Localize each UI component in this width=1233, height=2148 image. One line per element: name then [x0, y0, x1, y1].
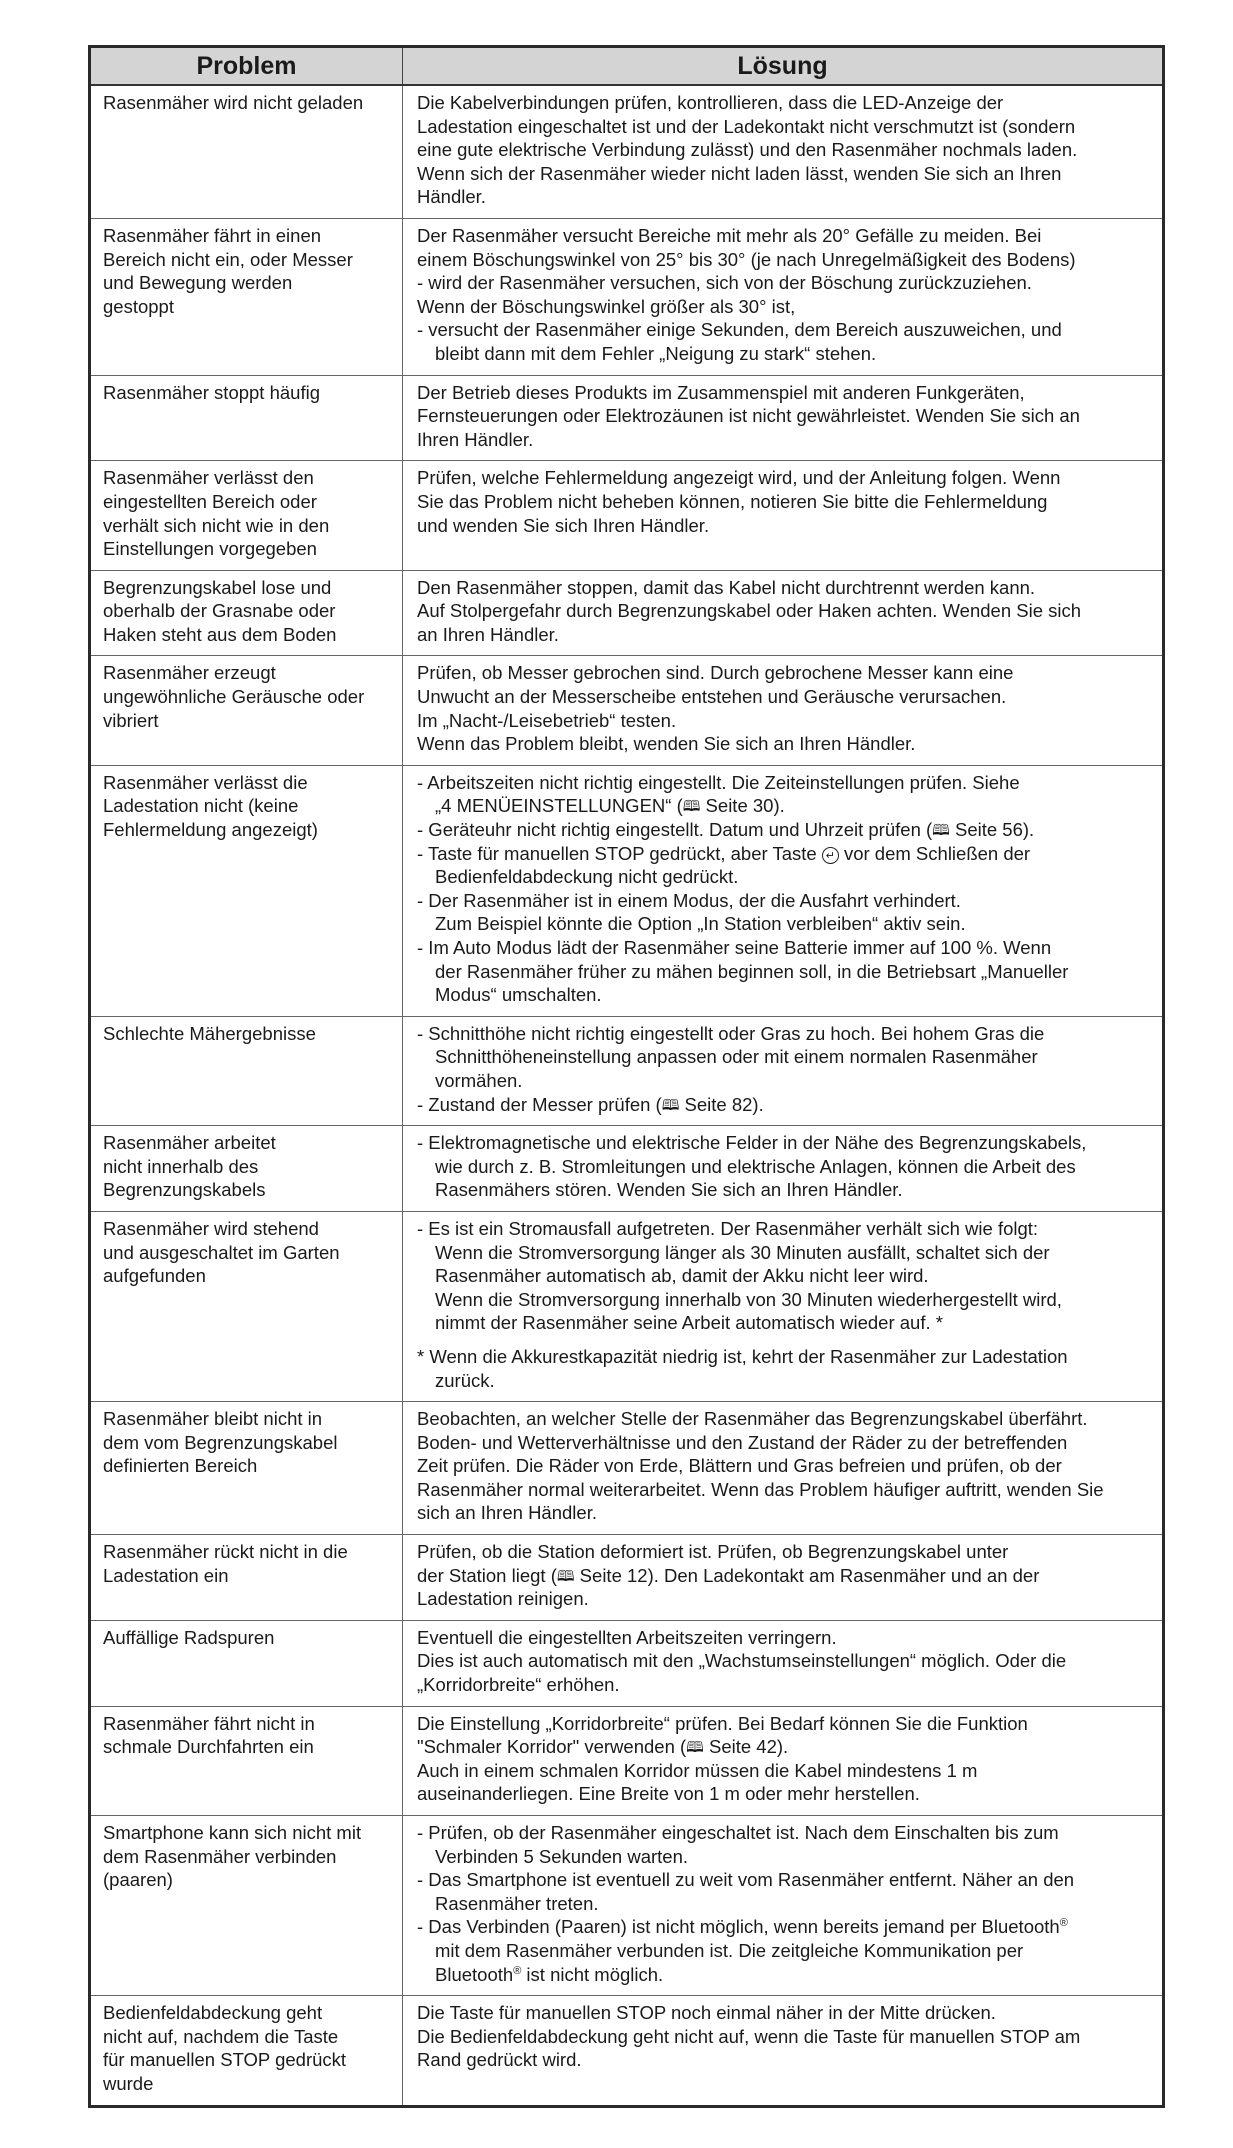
table-row	[90, 1535, 1164, 1621]
solution-text-part: - Zustand der Messer prüfen (	[417, 1093, 662, 1115]
problem-text: und Bewegung werden	[103, 272, 293, 294]
problem-text: Auffällige Radspuren	[103, 1626, 275, 1648]
problem-text: Smartphone kann sich nicht mit	[103, 1822, 362, 1843]
problem-text: Bedienfeldabdeckung geht	[103, 2002, 323, 2024]
solution-text: und wenden Sie sich Ihren Händler.	[417, 514, 710, 536]
problem-cell	[90, 1016, 403, 1125]
problem-text: Rasenmäher rückt nicht in die	[103, 1541, 348, 1563]
problem-cell	[90, 1706, 403, 1815]
solution-text: sich an Ihren Händler.	[417, 1502, 597, 1524]
problem-text: Rasenmäher verlässt die	[103, 771, 308, 793]
problem-cell	[90, 1211, 403, 1401]
problem-text: verhält sich nicht wie in den	[103, 514, 330, 536]
solution-text-part: - Das Verbinden (Paaren) ist nicht möglich, wenn bereits jemand per Bluetooth	[417, 1916, 1060, 1938]
problem-text: Ladestation nicht (keine	[103, 795, 299, 817]
problem-cell	[90, 461, 403, 570]
table-row	[90, 1402, 1164, 1535]
problem-text: nicht auf, nachdem die Taste	[103, 2025, 339, 2047]
problem-header: Problem	[90, 47, 403, 86]
solution-text: bleibt dann mit dem Fehler „Neigung zu stark“ stehen.	[435, 342, 877, 364]
solution-cell	[403, 1535, 1164, 1621]
solution-text: - Arbeitszeiten nicht richtig eingestellt. Die Zeiteinstellungen prüfen. Siehe	[417, 771, 1020, 793]
enter-key-icon: ↵	[822, 847, 839, 864]
solution-text-part: "Schmaler Korridor" verwenden (	[417, 1736, 687, 1758]
solution-text: mit dem Rasenmäher verbunden ist. Die zeitgleiche Kommunikation per	[435, 1939, 1024, 1961]
book-icon: 🕮	[686, 1739, 704, 1757]
solution-header: Lösung	[403, 47, 1164, 86]
solution-text-part: Seite 12). Den Ladekontakt am Rasenmäher und an der	[574, 1564, 1040, 1586]
table-row	[90, 1126, 1164, 1212]
footnote-text: zurück.	[435, 1369, 495, 1391]
table-row	[90, 1016, 1164, 1125]
solution-text: - Prüfen, ob der Rasenmäher eingeschaltet ist. Nach dem Einschalten bis zum	[417, 1822, 1059, 1843]
problem-text: definierten Bereich	[103, 1455, 258, 1477]
solution-text: Prüfen, welche Fehlermeldung angezeigt wird, und der Anleitung folgen. Wenn	[417, 467, 1061, 489]
problem-text: dem Rasenmäher verbinden	[103, 1845, 337, 1867]
problem-text: Einstellungen vorgegeben	[103, 538, 317, 560]
solution-cell	[403, 218, 1164, 375]
problem-text: Schlechte Mähergebnisse	[103, 1022, 316, 1044]
solution-text: Wenn der Böschungswinkel größer als 30° ist,	[417, 295, 796, 317]
solution-text: Eventuell die eingestellten Arbeitszeiten verringern.	[417, 1626, 837, 1648]
solution-text: Boden- und Wetterverhältnisse und den Zustand der Räder zu der betreffenden	[417, 1431, 1068, 1453]
solution-text-part: Seite 56).	[949, 819, 1035, 841]
solution-text: Rasenmäher normal weiterarbeitet. Wenn das Problem häufiger auftritt, wenden Sie	[417, 1478, 1104, 1500]
solution-text-part: der Station liegt (	[417, 1564, 557, 1586]
problem-cell	[90, 85, 403, 218]
solution-text: Der Rasenmäher versucht Bereiche mit mehr als 20° Gefälle zu meiden. Bei	[417, 224, 1042, 246]
problem-text: vibriert	[103, 709, 159, 731]
solution-text: Die Kabelverbindungen prüfen, kontrollieren, dass die LED-Anzeige der	[417, 92, 1004, 113]
solution-text: Schnitthöheneinstellung anpassen oder mit einem normalen Rasenmäher	[435, 1046, 1038, 1068]
solution-text: Prüfen, ob die Station deformiert ist. Prüfen, ob Begrenzungskabel unter	[417, 1541, 1009, 1563]
solution-text: Unwucht an der Messerscheibe entstehen und Geräusche verursachen.	[417, 686, 1007, 708]
solution-cell	[403, 1620, 1164, 1706]
table-row	[90, 461, 1164, 570]
problem-text: und ausgeschaltet im Garten	[103, 1241, 340, 1263]
problem-text: oberhalb der Grasnabe oder	[103, 600, 336, 622]
solution-text-part: Seite 30).	[700, 795, 785, 817]
solution-text: einem Böschungswinkel von 25° bis 30° (je nach Unregelmäßigkeit des Bodens)	[417, 248, 1076, 270]
solution-text: - versucht der Rasenmäher einige Sekunden, dem Bereich auszuweichen, und	[417, 319, 1062, 341]
problem-text: für manuellen STOP gedrückt	[103, 2049, 347, 2071]
problem-text: wurde	[103, 2072, 154, 2094]
solution-text	[417, 1963, 1152, 1987]
table-row	[90, 1211, 1164, 1401]
solution-cell	[403, 1402, 1164, 1535]
solution-text: an Ihren Händler.	[417, 623, 559, 645]
solution-text: Zeit prüfen. Die Räder von Erde, Blättern und Gras befreien und prüfen, ob der	[417, 1455, 1062, 1477]
solution-text: auseinanderliegen. Eine Breite von 1 m oder mehr herstellen.	[417, 1783, 920, 1805]
problem-text: Fehlermeldung angezeigt)	[103, 819, 318, 841]
problem-cell	[90, 1126, 403, 1212]
problem-cell	[90, 1402, 403, 1535]
solution-text-part: Bluetooth	[435, 1963, 514, 1985]
problem-text: (paaren)	[103, 1869, 173, 1891]
solution-text: - Im Auto Modus lädt der Rasenmäher seine Batterie immer auf 100 %. Wenn	[417, 937, 1052, 958]
solution-text: Auf Stolpergefahr durch Begrenzungskabel oder Haken achten. Wenden Sie sich	[417, 600, 1082, 622]
solution-cell	[403, 656, 1164, 765]
table-row	[90, 375, 1164, 461]
problem-text: Ladestation ein	[103, 1564, 229, 1586]
solution-text: Händler.	[417, 186, 486, 208]
solution-text: Sie das Problem nicht beheben können, notieren Sie bitte die Fehlermeldung	[417, 490, 1048, 512]
table-row	[90, 1816, 1164, 1996]
solution-text: Wenn sich der Rasenmäher wieder nicht laden lässt, wenden Sie sich an Ihren	[417, 162, 1062, 184]
solution-cell	[403, 1706, 1164, 1815]
problem-text: Rasenmäher arbeitet	[103, 1132, 276, 1154]
problem-text: Rasenmäher wird stehend	[103, 1217, 319, 1239]
problem-text: dem vom Begrenzungskabel	[103, 1431, 338, 1453]
solution-text: Zum Beispiel könnte die Option „In Station verbleiben“ aktiv sein.	[435, 913, 966, 935]
solution-text-part: vor dem Schließen der	[838, 842, 1031, 864]
solution-text: Ladestation reinigen.	[417, 1588, 589, 1610]
solution-text: Den Rasenmäher stoppen, damit das Kabel nicht durchtrennt werden kann.	[417, 576, 1036, 598]
problem-text: schmale Durchfahrten ein	[103, 1736, 314, 1758]
problem-text: Begrenzungskabels	[103, 1179, 266, 1201]
solution-text	[417, 794, 1152, 818]
solution-text: - Das Smartphone ist eventuell zu weit vom Rasenmäher entfernt. Näher an den	[417, 1869, 1075, 1891]
problem-cell	[90, 1535, 403, 1621]
problem-cell	[90, 218, 403, 375]
solution-text: Rasenmäher automatisch ab, damit der Akku nicht leer wird.	[435, 1265, 929, 1287]
book-icon: 🕮	[932, 822, 950, 840]
problem-text: Bereich nicht ein, oder Messer	[103, 248, 353, 270]
solution-cell	[403, 375, 1164, 461]
table-row	[90, 218, 1164, 375]
table-row	[90, 85, 1164, 218]
problem-text: eingestellten Bereich oder	[103, 490, 317, 512]
solution-text	[417, 818, 1152, 842]
solution-text	[417, 842, 1152, 866]
problem-cell	[90, 1816, 403, 1996]
solution-cell	[403, 1996, 1164, 2106]
solution-text: Rand gedrückt wird.	[417, 2049, 582, 2071]
solution-text: Modus“ umschalten.	[435, 984, 602, 1006]
solution-text: - Es ist ein Stromausfall aufgetreten. Der Rasenmäher verhält sich wie folgt:	[417, 1217, 1039, 1239]
solution-text	[417, 1093, 1152, 1117]
solution-text: Fernsteuerungen oder Elektrozäunen ist nicht gewährleistet. Wenden Sie sich an	[417, 405, 1080, 427]
solution-text-part: „4 MENÜEINSTELLUNGEN“ (	[435, 795, 683, 817]
solution-text: Rasenmäher treten.	[435, 1892, 599, 1914]
solution-text: Ladestation eingeschaltet ist und der Ladekontakt nicht verschmutzt ist (sondern	[417, 115, 1076, 137]
solution-cell	[403, 1126, 1164, 1212]
solution-text: der Rasenmäher früher zu mähen beginnen soll, in die Betriebsart „Manueller	[435, 960, 1069, 982]
solution-text-part: - Geräteuhr nicht richtig eingestellt. Datum und Uhrzeit prüfen (	[417, 819, 933, 841]
solution-text: - wird der Rasenmäher versuchen, sich von der Böschung zurückzuziehen.	[417, 272, 1032, 294]
problem-text: Rasenmäher wird nicht geladen	[103, 92, 364, 113]
registered-mark: ®	[1059, 1917, 1068, 1930]
problem-text: Rasenmäher stoppt häufig	[103, 381, 320, 403]
solution-text: wie durch z. B. Stromleitungen und elektrische Anlagen, können die Arbeit des	[435, 1155, 1076, 1177]
solution-text: Die Bedienfeldabdeckung geht nicht auf, wenn die Taste für manuellen STOP am	[417, 2025, 1081, 2047]
solution-text-part: - Taste für manuellen STOP gedrückt, aber Taste	[417, 842, 822, 864]
solution-cell	[403, 765, 1164, 1016]
problem-text: nicht innerhalb des	[103, 1155, 259, 1177]
problem-cell	[90, 1620, 403, 1706]
problem-text: Haken steht aus dem Boden	[103, 623, 337, 645]
problem-text: Rasenmäher fährt nicht in	[103, 1712, 315, 1734]
problem-text: Rasenmäher erzeugt	[103, 662, 276, 684]
solution-text: Die Taste für manuellen STOP noch einmal näher in der Mitte drücken.	[417, 2002, 996, 2024]
problem-text: aufgefunden	[103, 1265, 206, 1287]
problem-text: ungewöhnliche Geräusche oder	[103, 686, 365, 708]
problem-text: Rasenmäher fährt in einen	[103, 224, 322, 246]
header-row	[90, 47, 1164, 86]
solution-text: Prüfen, ob Messer gebrochen sind. Durch gebrochene Messer kann eine	[417, 662, 1014, 684]
problem-text: Rasenmäher bleibt nicht in	[103, 1408, 323, 1430]
solution-text: eine gute elektrische Verbindung zulässt) und den Rasenmäher nochmals laden.	[417, 139, 1078, 161]
solution-cell	[403, 1816, 1164, 1996]
solution-text: Die Einstellung „Korridorbreite“ prüfen. Bei Bedarf können Sie die Funktion	[417, 1712, 1028, 1734]
spacer	[417, 1335, 1152, 1345]
table-row	[90, 570, 1164, 656]
solution-text	[417, 1735, 1152, 1759]
solution-cell	[403, 85, 1164, 218]
solution-text: Bedienfeldabdeckung nicht gedrückt.	[435, 866, 739, 888]
problem-cell	[90, 656, 403, 765]
problem-cell	[90, 765, 403, 1016]
solution-text: Rasenmähers stören. Wenden Sie sich an Ihren Händler.	[435, 1179, 903, 1201]
troubleshooting-page	[88, 45, 1162, 2108]
table-row	[90, 765, 1164, 1016]
solution-text: - Elektromagnetische und elektrische Felder in der Nähe des Begrenzungskabels,	[417, 1132, 1087, 1154]
book-icon: 🕮	[556, 1567, 575, 1585]
solution-text: Verbinden 5 Sekunden warten.	[435, 1845, 689, 1867]
solution-text-part: ist nicht möglich.	[521, 1963, 664, 1985]
solution-text: Auch in einem schmalen Korridor müssen die Kabel mindestens 1 m	[417, 1759, 978, 1781]
solution-cell	[403, 570, 1164, 656]
solution-text-part: Seite 82).	[679, 1093, 764, 1115]
solution-text: Dies ist auch automatisch mit den „Wachstumseinstellungen“ möglich. Oder die	[417, 1650, 1067, 1672]
solution-cell	[403, 461, 1164, 570]
book-icon: 🕮	[661, 1096, 680, 1114]
table-row	[90, 1706, 1164, 1815]
problem-text: gestoppt	[103, 295, 174, 317]
problem-cell	[90, 375, 403, 461]
solution-text: Wenn das Problem bleibt, wenden Sie sich an Ihren Händler.	[417, 733, 916, 755]
table-row	[90, 656, 1164, 765]
solution-text: Beobachten, an welcher Stelle der Rasenmäher das Begrenzungskabel überfährt.	[417, 1408, 1088, 1430]
book-icon: 🕮	[682, 798, 701, 816]
solution-text: Wenn die Stromversorgung länger als 30 Minuten ausfällt, schaltet sich der	[435, 1241, 1050, 1263]
solution-text: Ihren Händler.	[417, 428, 534, 450]
solution-text: - Schnitthöhe nicht richtig eingestellt oder Gras zu hoch. Bei hohem Gras die	[417, 1022, 1045, 1044]
solution-cell	[403, 1016, 1164, 1125]
solution-text	[417, 1915, 1152, 1939]
solution-text: „Korridorbreite“ erhöhen.	[417, 1674, 620, 1696]
problem-text: Begrenzungskabel lose und	[103, 576, 332, 598]
solution-text: - Der Rasenmäher ist in einem Modus, der die Ausfahrt verhindert.	[417, 889, 961, 911]
solution-text: nimmt der Rasenmäher seine Arbeit automatisch wieder auf. *	[435, 1312, 943, 1334]
table-row	[90, 1620, 1164, 1706]
troubleshooting-table	[88, 45, 1165, 2108]
problem-cell	[90, 1996, 403, 2106]
footnote-text: * Wenn die Akkurestkapazität niedrig ist, kehrt der Rasenmäher zur Ladestation	[417, 1345, 1068, 1367]
solution-text	[417, 1564, 1152, 1588]
problem-text: Rasenmäher verlässt den	[103, 467, 314, 489]
solution-cell	[403, 1211, 1164, 1401]
table-row	[90, 1996, 1164, 2106]
solution-text-part: Seite 42).	[703, 1736, 789, 1758]
solution-text: Der Betrieb dieses Produkts im Zusammenspiel mit anderen Funkgeräten,	[417, 381, 1025, 403]
solution-text: vormähen.	[435, 1069, 523, 1091]
registered-mark: ®	[513, 1964, 522, 1977]
solution-text: Wenn die Stromversorgung innerhalb von 30 Minuten wiederhergestellt wird,	[435, 1288, 1062, 1310]
solution-text: Im „Nacht-/Leisebetrieb“ testen.	[417, 709, 677, 731]
problem-cell	[90, 570, 403, 656]
